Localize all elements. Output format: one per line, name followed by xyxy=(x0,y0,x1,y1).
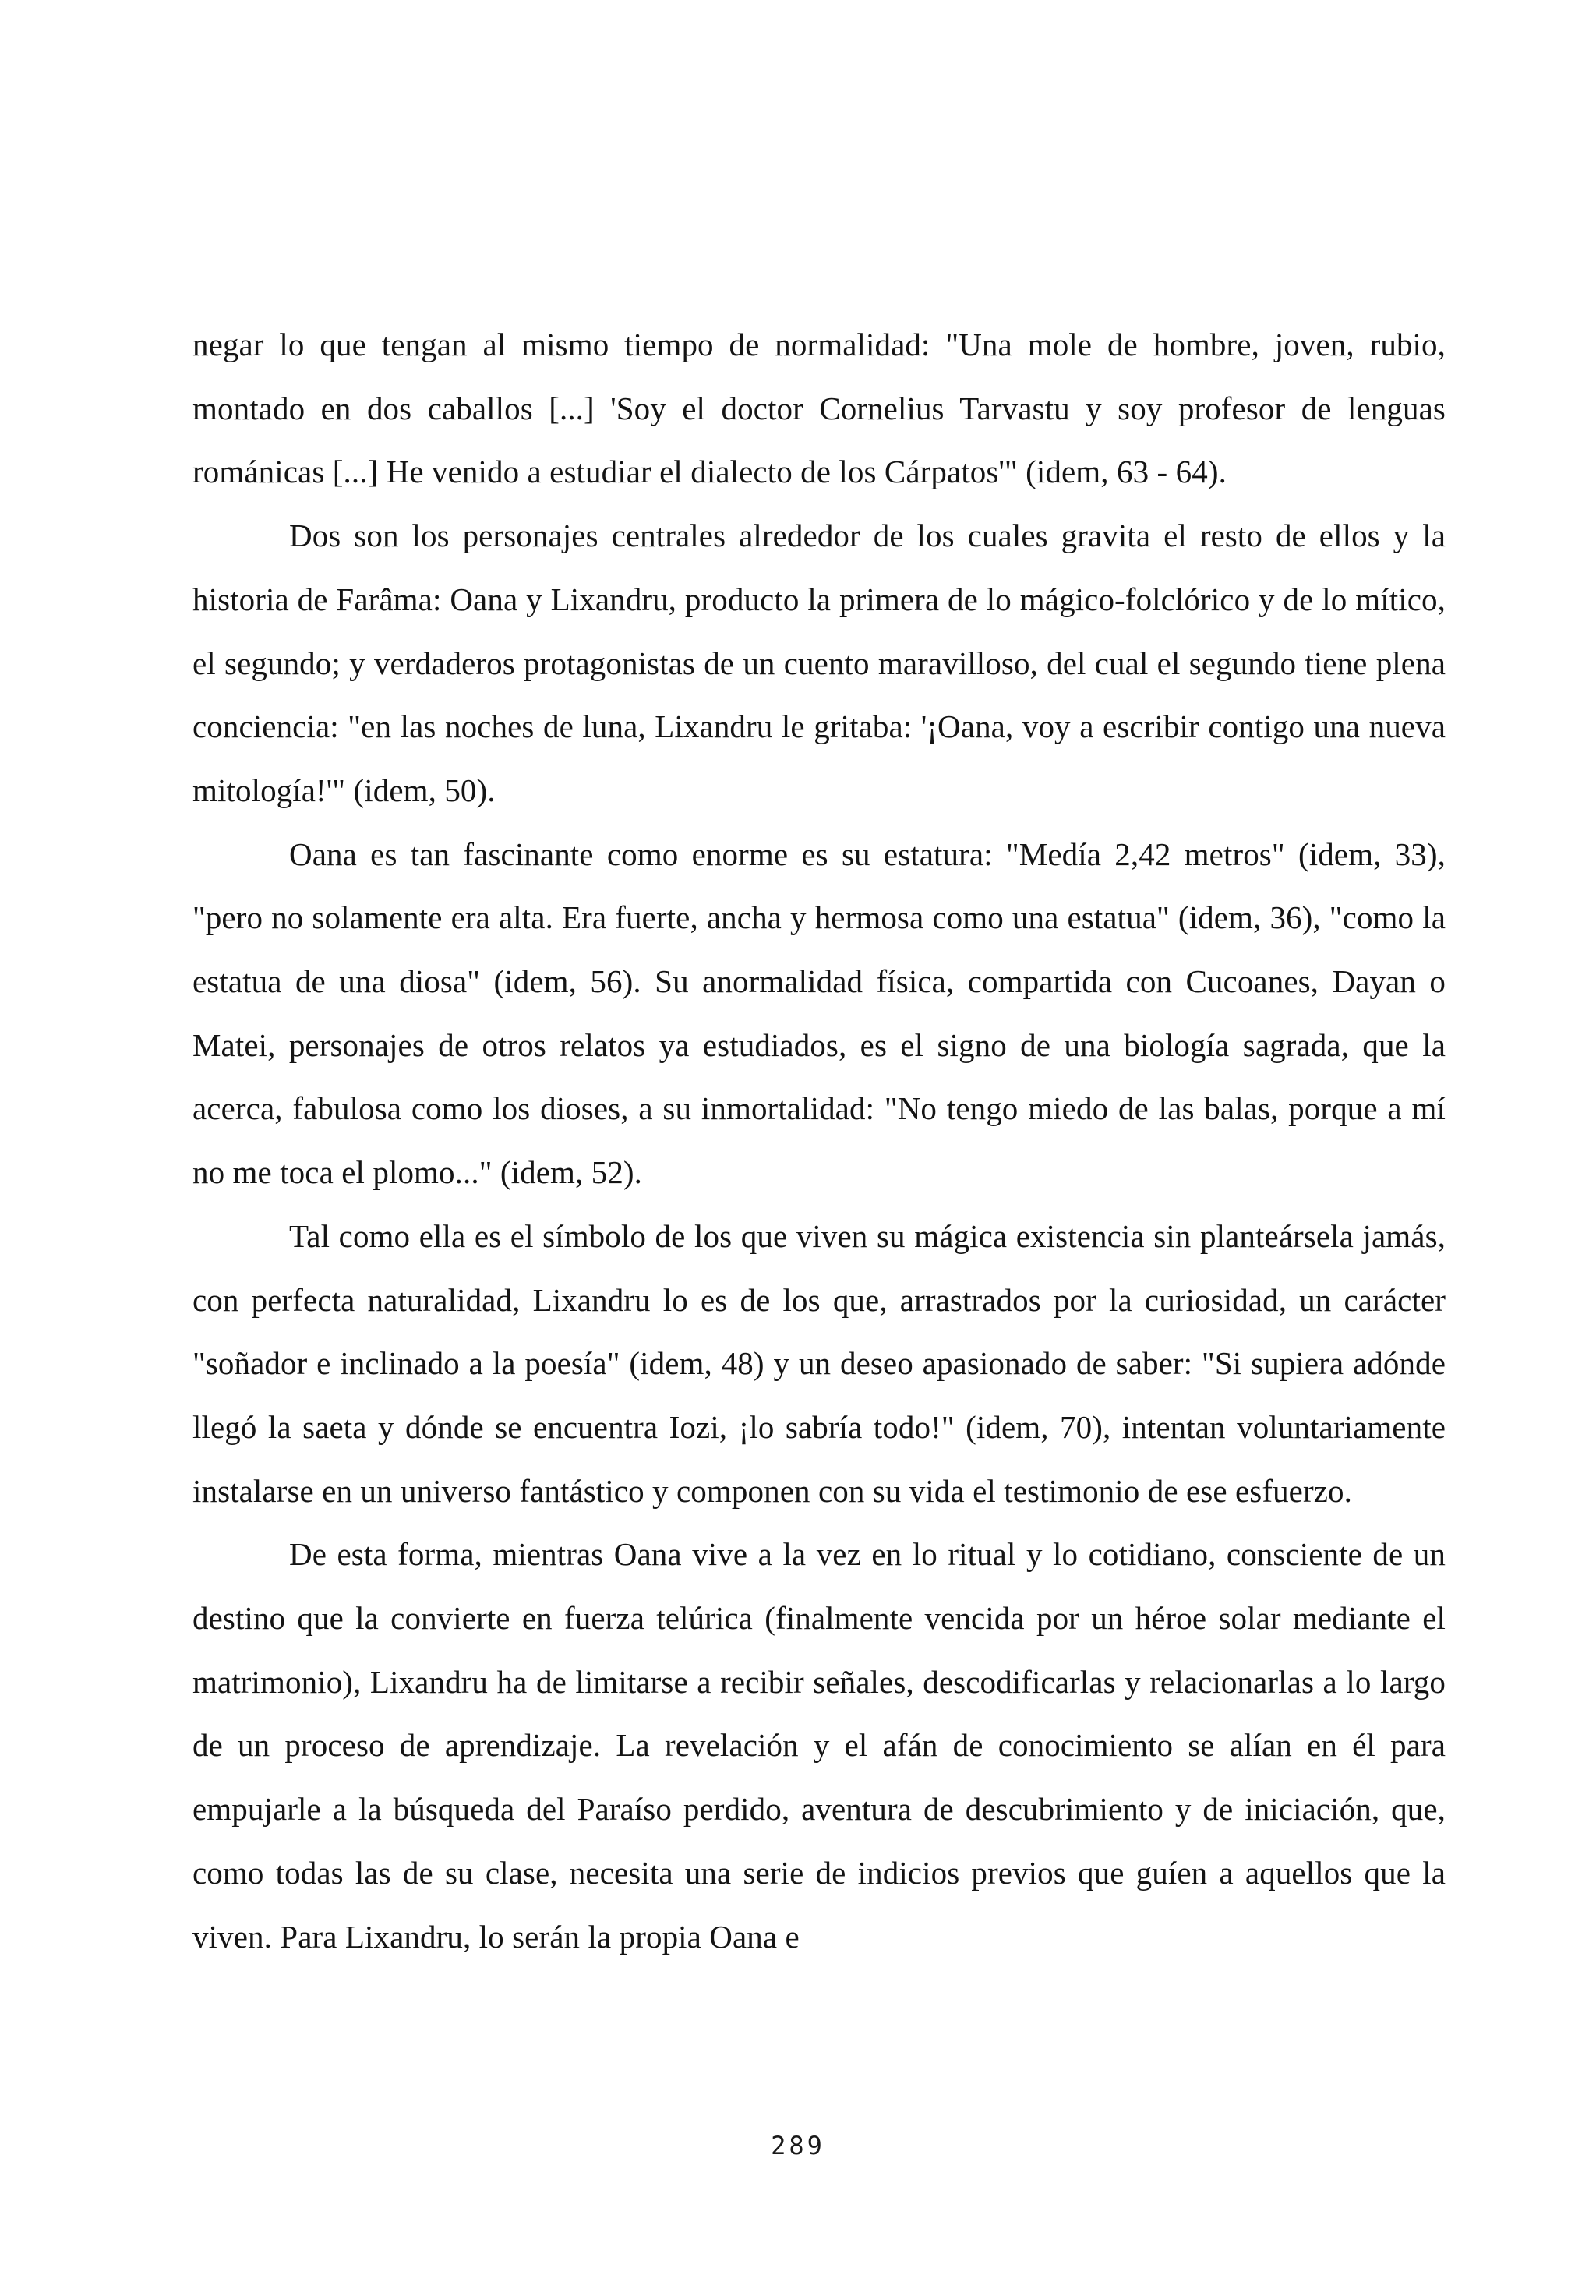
page-number: 289 xyxy=(771,2131,825,2160)
paragraph: Oana es tan fascinante como enorme es su estatura: "Medía 2,42 metros" (idem, 33), "pero no solamente era alta. Era fuerte, ancha y hermosa como una estatua" (idem, 36), "como la estatua de una diosa" (idem, 56). Su anormalidad física, compartida con Cucoanes, Dayan o Matei, personajes de otros relatos ya estudiados, es el signo de una biología sagrada, que la acerca, fabulosa como los dioses, a su inmortalidad: "No tengo miedo de las balas, porque a mí no me toca el plomo..." (idem, 52). xyxy=(192,835,1446,1191)
paragraph-continuation: negar lo que tengan al mismo tiempo de normalidad: "Una mole de hombre, joven, rubio, montado en dos caballos [...] 'Soy el doctor Cornelius Tarvastu y soy profesor de lenguas románicas [...] He venido a estudiar el dialecto de los Cárpatos'" (idem, 63 - 64). xyxy=(192,327,1446,490)
paragraph: Dos son los personajes centrales alrededor de los cuales gravita el resto de ellos y la historia de Farâma: Oana y Lixandru, producto la primera de lo mágico-folclórico y de lo mítico, el segundo; y verdaderos protagonistas de un cuento maravilloso, del cual el segundo tiene plena conciencia: "en las noches de luna, Lixandru le gritaba: '¡Oana, voy a escribir contigo una nueva mitología!'" (idem, 50). xyxy=(192,517,1446,808)
body-text xyxy=(192,313,1446,1969)
paragraph: Tal como ella es el símbolo de los que viven su mágica existencia sin planteársela jamás, con perfecta naturalidad, Lixandru lo es de los que, arrastrados por la curiosidad, un carácter "soñador e inclinado a la poesía" (idem, 48) y un deseo apasionado de saber: "Si supiera adónde llegó la saeta y dónde se encuentra Iozi, ¡lo sabría todo!" (idem, 70), intentan voluntariamente instalarse en un universo fantástico y componen con su vida el testimonio de ese esfuerzo. xyxy=(192,1217,1446,1509)
paragraph: De esta forma, mientras Oana vive a la vez en lo ritual y lo cotidiano, consciente de un destino que la convierte en fuerza telúrica (finalmente vencida por un héroe solar mediante el matrimonio), Lixandru ha de limitarse a recibir señales, descodificarlas y relacionarlas a lo largo de un proceso de aprendizaje. La revelación y el afán de conocimiento se alían en él para empujarle a la búsqueda del Paraíso perdido, aventura de descubrimiento y de iniciación, que, como todas las de su clase, necesita una serie de indicios previos que guíen a aquellos que la viven. Para Lixandru, lo serán la propia Oana e xyxy=(192,1536,1446,1955)
